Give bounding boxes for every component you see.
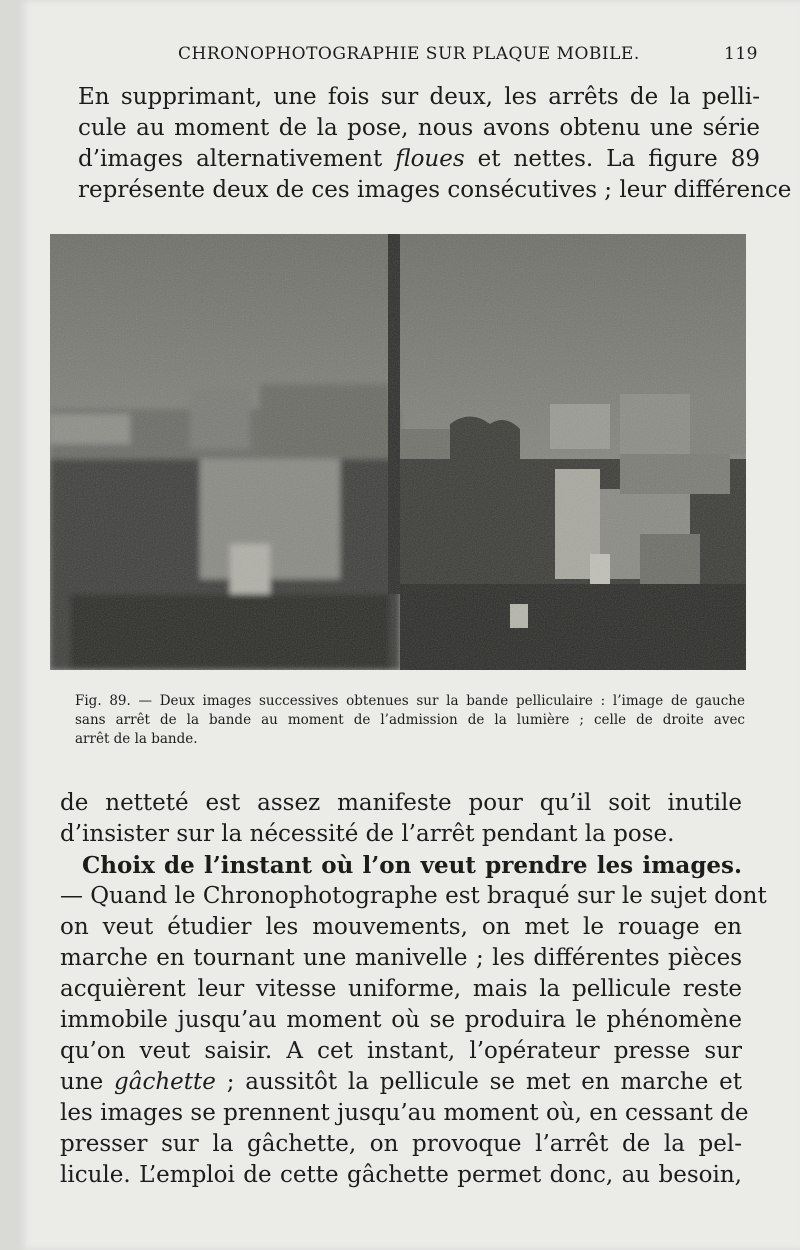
text-line: acquièrent leur vitesse uniforme, mais la pellicule reste bbox=[60, 976, 742, 1002]
text-line: une gâchette ; aussitôt la pellicule se met en marche et bbox=[60, 1069, 742, 1095]
text-line: d’images alternativement floues et nettes. La figure 89 bbox=[78, 146, 761, 172]
caption-line: Fig. 89. — Deux images successives obtenues sur la bande pelliculaire : l’image de gauche bbox=[75, 693, 745, 709]
figure-caption bbox=[75, 692, 745, 749]
text-line: de netteté est assez manifeste pour qu’il soit inutile bbox=[60, 790, 742, 816]
figure-89-photograph bbox=[50, 234, 746, 670]
text-line: immobile jusqu’au moment où se produira le phénomène bbox=[60, 1007, 742, 1033]
italic-term: gâchette bbox=[114, 1069, 216, 1095]
caption-line: sans arrêt de la bande au moment de l’admission de la lumière ; celle de droite avec bbox=[75, 712, 745, 728]
text-line: presser sur la gâchette, on provoque l’arrêt de la pel- bbox=[60, 1131, 742, 1157]
paragraph-choix bbox=[60, 850, 767, 1191]
text-line: représente deux de ces images consécutives ; leur différence bbox=[78, 177, 792, 203]
text-line: les images se prennent jusqu’au moment où, en cessant de bbox=[60, 1100, 749, 1126]
text-line: — Quand le Chronophotographe est braqué sur le sujet dont bbox=[60, 883, 767, 909]
italic-term: floues bbox=[395, 146, 465, 172]
paragraph-continuation bbox=[60, 788, 742, 850]
text-line: cule au moment de la pose, nous avons obtenu une série bbox=[78, 115, 760, 141]
text-line: licule. L’emploi de cette gâchette permet donc, au besoin, bbox=[60, 1162, 742, 1188]
text-line: qu’on veut saisir. A cet instant, l’opérateur presse sur bbox=[60, 1038, 742, 1064]
running-title: CHRONOPHOTOGRAPHIE SUR PLAQUE MOBILE. bbox=[178, 44, 640, 64]
paragraph-intro bbox=[78, 82, 792, 206]
page-number: 119 bbox=[724, 44, 758, 64]
caption-line: arrêt de la bande. bbox=[75, 731, 198, 747]
text-line: on veut étudier les mouvements, on met le rouage en bbox=[60, 914, 742, 940]
text-line: En supprimant, une fois sur deux, les arrêts de la pelli- bbox=[78, 84, 760, 110]
text-line: d’insister sur la nécessité de l’arrêt pendant la pose. bbox=[60, 821, 675, 847]
text-line: marche en tournant une manivelle ; les différentes pièces bbox=[60, 945, 742, 971]
section-heading: Choix de l’instant où l’on veut prendre les images. bbox=[82, 852, 742, 879]
